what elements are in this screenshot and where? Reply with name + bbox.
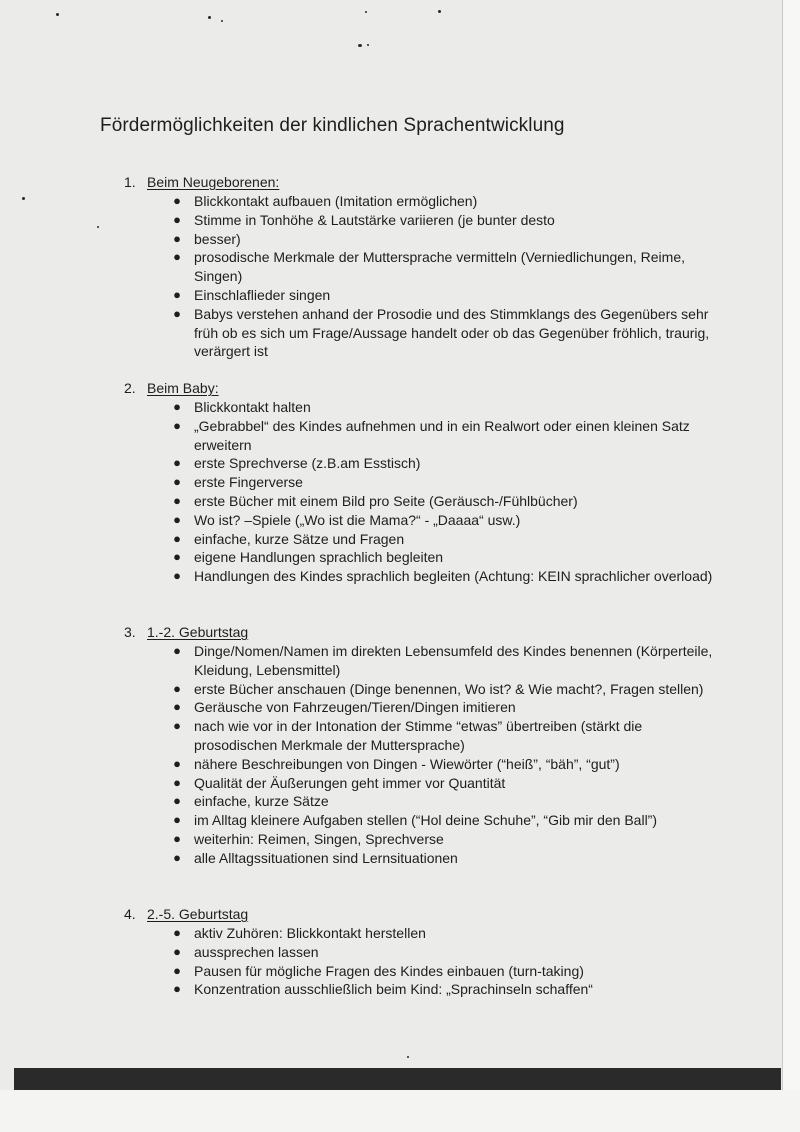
bullet-icon: ● — [173, 230, 181, 246]
scan-speck — [365, 11, 367, 13]
list-item-text: Pausen für mögliche Fragen des Kindes einbauen (turn-taking) — [194, 962, 584, 979]
scan-speck — [367, 44, 369, 46]
list-item-text: erste Sprechverse (z.B.am Esstisch) — [194, 455, 421, 472]
list-item-text: Babys verstehen anhand der Prosodie und des Stimmklangs des Gegenübers sehr früh ob es sich um Frage/Aussage handelt oder ob das Gegenüber fröhlich, traurig, verärgert ist — [194, 305, 710, 360]
list-item — [124, 454, 724, 473]
scan-bottom-bar — [14, 1068, 781, 1090]
list-item — [124, 567, 724, 586]
bullet-list — [124, 192, 724, 361]
list-item-text: im Alltag kleinere Aufgaben stellen (“Hol deine Schuhe”, “Gib mir den Ball”) — [194, 812, 658, 829]
section-title: Beim Baby: — [147, 380, 219, 396]
list-item-text: aktiv Zuhören: Blickkontakt herstellen — [194, 925, 426, 941]
bullet-icon: ● — [173, 511, 181, 527]
bullet-icon: ● — [173, 718, 181, 734]
bullet-icon: ● — [173, 793, 181, 809]
section-number: 4. — [124, 906, 136, 922]
bullet-list — [124, 398, 724, 586]
list-item — [124, 305, 724, 361]
list-item-text: Blickkontakt aufbauen (Imitation ermöglichen) — [194, 193, 478, 209]
list-item-text: einfache, kurze Sätze — [194, 793, 329, 810]
list-item-text: erste Fingerverse — [194, 474, 303, 491]
list-item-text: Dinge/Nomen/Namen im direkten Lebensumfeld des Kindes benennen (Körperteile, Kleidung, Lebensmittel) — [194, 643, 713, 678]
list-item — [124, 755, 724, 774]
section-age-2-5 — [124, 904, 724, 999]
bullet-icon: ● — [173, 211, 181, 227]
list-item — [124, 962, 724, 981]
list-item — [124, 230, 724, 249]
list-item — [124, 980, 724, 999]
list-item — [124, 211, 724, 230]
section-number: 1. — [124, 174, 136, 190]
scan-speck — [208, 16, 211, 19]
list-item — [124, 849, 724, 868]
bullet-icon: ● — [173, 399, 181, 414]
bullet-icon: ● — [173, 249, 181, 265]
section-title: Beim Neugeborenen: — [147, 174, 280, 190]
list-item-text: aussprechen lassen — [194, 943, 319, 960]
section-heading — [124, 622, 724, 642]
bullet-icon: ● — [173, 417, 181, 433]
scan-speck — [221, 20, 223, 22]
list-item — [124, 774, 724, 793]
list-item-text: Handlungen des Kindes sprachlich begleiten (Achtung: KEIN sprachlicher overload) — [194, 568, 713, 585]
list-item-text: Geräusche von Fahrzeugen/Tieren/Dingen imitieren — [194, 699, 516, 716]
bullet-icon: ● — [173, 830, 181, 846]
page-title: Fördermöglichkeiten der kindlichen Sprachentwicklung — [100, 115, 565, 136]
bullet-icon: ● — [173, 305, 181, 321]
list-item — [124, 698, 724, 717]
bullet-icon: ● — [173, 286, 181, 302]
list-item-text: Einschlaflieder singen — [194, 286, 331, 303]
list-item — [124, 417, 724, 455]
list-item — [124, 248, 724, 286]
bullet-icon: ● — [173, 643, 181, 658]
list-item-text: alle Alltagssituationen sind Lernsituationen — [194, 849, 458, 866]
bullet-icon: ● — [173, 774, 181, 790]
list-item — [124, 492, 724, 511]
bullet-icon: ● — [173, 925, 181, 940]
list-item-text: eigene Handlungen sprachlich begleiten — [194, 549, 444, 566]
list-item — [124, 286, 724, 305]
scan-speck — [438, 10, 441, 13]
list-item-text: nach wie vor in der Intonation der Stimme “etwas” übertreiben (stärkt die prosodischen Merkmale der Muttersprache) — [194, 718, 643, 753]
list-item — [124, 473, 724, 492]
list-item-text: Blickkontakt halten — [194, 399, 311, 415]
bullet-icon: ● — [173, 193, 181, 208]
bullet-icon: ● — [173, 455, 181, 471]
section-baby — [124, 378, 724, 586]
bullet-list — [124, 642, 724, 868]
bullet-icon: ● — [173, 699, 181, 715]
list-item — [124, 792, 724, 811]
bullet-icon: ● — [173, 943, 181, 959]
section-number: 3. — [124, 624, 136, 640]
list-item — [124, 548, 724, 567]
list-item — [124, 398, 724, 417]
bullet-list — [124, 924, 724, 999]
bullet-icon: ● — [173, 492, 181, 508]
list-item — [124, 943, 724, 962]
bullet-icon: ● — [173, 812, 181, 828]
scan-speck — [358, 44, 362, 47]
list-item-text: besser) — [194, 230, 241, 247]
scan-speck — [407, 1056, 409, 1058]
section-number: 2. — [124, 380, 136, 396]
list-item — [124, 680, 724, 699]
section-newborn — [124, 172, 724, 361]
scan-speck — [97, 226, 99, 228]
section-title: 2.-5. Geburtstag — [147, 906, 249, 922]
bullet-icon: ● — [173, 680, 181, 696]
list-item — [124, 642, 724, 680]
scan-speck — [56, 13, 59, 16]
list-item — [124, 830, 724, 849]
bullet-icon: ● — [173, 530, 181, 546]
bullet-icon: ● — [173, 962, 181, 978]
scan-speck — [22, 197, 25, 200]
list-item-text: Qualität der Äußerungen geht immer vor Quantität — [194, 774, 506, 791]
list-item — [124, 717, 724, 755]
bullet-icon: ● — [173, 849, 181, 865]
list-item — [124, 811, 724, 830]
section-heading — [124, 904, 724, 924]
list-item — [124, 511, 724, 530]
list-item-text: erste Bücher anschauen (Dinge benennen, Wo ist? & Wie macht?, Fragen stellen) — [194, 680, 704, 697]
list-item-text: weiterhin: Reimen, Singen, Sprechverse — [194, 830, 444, 847]
list-item-text: einfache, kurze Sätze und Fragen — [194, 530, 405, 547]
bullet-icon: ● — [173, 549, 181, 565]
section-heading — [124, 172, 724, 192]
list-item-text: Stimme in Tonhöhe & Lautstärke variieren (je bunter desto — [194, 211, 555, 228]
list-item-text: Konzentration ausschließlich beim Kind: „Sprachinseln schaffen“ — [194, 981, 593, 998]
bullet-icon: ● — [173, 568, 181, 584]
list-item — [124, 192, 724, 211]
scan-margin — [0, 1090, 800, 1132]
bullet-icon: ● — [173, 474, 181, 490]
list-item-text: „Gebrabbel“ des Kindes aufnehmen und in ein Realwort oder einen kleinen Satz erweitern — [194, 417, 690, 453]
section-age-1-2 — [124, 622, 724, 868]
list-item-text: nähere Beschreibungen von Dingen - Wiewörter (“heiß”, “bäh”, “gut”) — [194, 755, 620, 772]
bullet-icon: ● — [173, 981, 181, 997]
bullet-icon: ● — [173, 755, 181, 771]
list-item — [124, 924, 724, 943]
list-item-text: Wo ist? –Spiele („Wo ist die Mama?“ - „Daaaa“ usw.) — [194, 511, 521, 528]
list-item-text: prosodische Merkmale der Muttersprache vermitteln (Verniedlichungen, Reime, Singen) — [194, 249, 685, 285]
section-heading — [124, 378, 724, 398]
list-item-text: erste Bücher mit einem Bild pro Seite (Geräusch-/Fühlbücher) — [194, 492, 578, 509]
section-title: 1.-2. Geburtstag — [147, 624, 249, 640]
page-edge — [782, 0, 800, 1132]
list-item — [124, 530, 724, 549]
